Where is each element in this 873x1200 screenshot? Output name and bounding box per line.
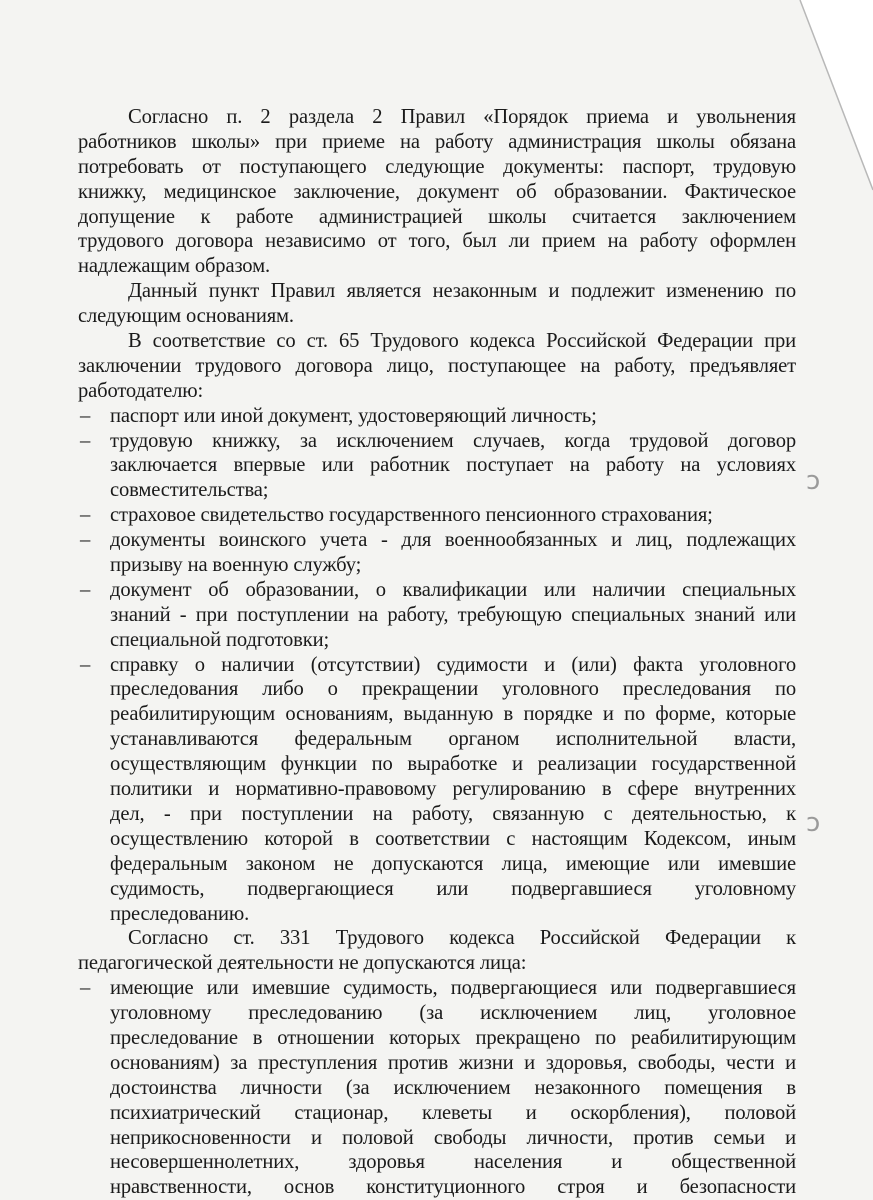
text-line: страховое свидетельство государственного пенсионного страхования; bbox=[110, 504, 713, 527]
list-item bbox=[78, 976, 796, 1200]
text-line: В соответствие со ст. 65 Трудового кодекса Российской Федерации при bbox=[128, 330, 796, 353]
text-line: осуществляющим функции по выработке и реализации государственной bbox=[110, 753, 796, 776]
bullet-dash: – bbox=[80, 429, 91, 452]
paragraph bbox=[78, 329, 796, 404]
text-line: Согласно п. 2 раздела 2 Правил «Порядок приема и увольнения bbox=[128, 106, 796, 128]
text-line: Данный пункт Правил является незаконным и подлежит изменению по bbox=[128, 280, 796, 303]
list-item bbox=[78, 404, 796, 429]
bullet-dash: – bbox=[80, 404, 91, 427]
document-body bbox=[78, 105, 796, 1200]
text-line: психиатрический стационар, клеветы и оскорбления), половой bbox=[110, 1101, 796, 1124]
text-line: книжку, медицинское заключение, документ об образовании. Фактическое bbox=[78, 180, 796, 203]
text-line: специальной подготовки; bbox=[110, 628, 330, 651]
text-line: потребовать от поступающего следующие документы: паспорт, трудовую bbox=[78, 155, 796, 178]
bullet-dash: – bbox=[80, 504, 91, 527]
text-line: документы воинского учета - для военнообязанных и лиц, подлежащих bbox=[110, 529, 796, 552]
text-line: устанавливаются федеральным органом исполнительной власти, bbox=[110, 728, 796, 751]
bullet-dash: – bbox=[80, 529, 91, 552]
text-line: заключается впервые или работник поступает на работу на условиях bbox=[110, 454, 796, 477]
list-item bbox=[78, 653, 796, 927]
text-line: Согласно ст. 331 Трудового кодекса Российской Федерации к bbox=[128, 927, 796, 950]
text-line: судимость, подвергающиеся или подвергавшиеся уголовному bbox=[110, 877, 796, 900]
paragraph bbox=[78, 926, 796, 976]
text-line: преследования либо о прекращении уголовного преследования по bbox=[110, 678, 796, 701]
text-line: нравственности, основ конституционного строя и безопасности bbox=[110, 1176, 796, 1199]
text-line: знаний - при поступлении на работу, требующую специальных знаний или bbox=[110, 603, 796, 626]
text-line: призыву на военную службу; bbox=[110, 554, 362, 577]
text-line: дел, - при поступлении на работу, связанную с деятельностью, к bbox=[110, 802, 796, 825]
text-line: уголовному преследованию (за исключением лиц, уголовное bbox=[110, 1002, 796, 1025]
punch-hole-mark: ɔ bbox=[806, 808, 821, 838]
text-line: допущение к работе администрацией школы считается заключением bbox=[78, 205, 796, 228]
text-line: осуществлению которой в соответствии с настоящим Кодексом, иным bbox=[110, 827, 796, 850]
list-item bbox=[78, 429, 796, 504]
paragraph bbox=[78, 105, 796, 279]
text-line: надлежащим образом. bbox=[78, 255, 270, 278]
paragraph bbox=[78, 279, 796, 329]
text-line: трудовую книжку, за исключением случаев, когда трудовой договор bbox=[110, 429, 796, 452]
text-line: достоинства личности (за исключением незаконного помещения в bbox=[110, 1076, 796, 1099]
text-line: федеральным законом не допускаются лица, имеющие или имевшие bbox=[110, 852, 796, 875]
text-line: справку о наличии (отсутствии) судимости и (или) факта уголовного bbox=[110, 653, 796, 676]
list-item bbox=[78, 528, 796, 578]
text-line: преследованию. bbox=[110, 902, 250, 925]
text-line: работодателю: bbox=[78, 379, 204, 402]
text-line: трудового договора независимо от того, был ли прием на работу оформлен bbox=[78, 230, 796, 253]
bullet-dash: – bbox=[80, 653, 91, 676]
text-line: имеющие или имевшие судимость, подвергающиеся или подвергавшиеся bbox=[110, 977, 796, 1000]
bullet-dash: – bbox=[80, 977, 91, 1000]
text-line: несовершеннолетних, здоровья населения и общественной bbox=[110, 1151, 796, 1174]
text-line: педагогической деятельности не допускаются лица: bbox=[78, 952, 527, 975]
list-item bbox=[78, 503, 796, 528]
text-line: неприкосновенности и половой свободы личности, против семьи и bbox=[110, 1126, 796, 1149]
text-line: реабилитирующим основаниям, выданную в порядке и по форме, которые bbox=[110, 703, 796, 726]
text-line: преследование в отношении которых прекращено по реабилитирующим bbox=[110, 1026, 796, 1049]
text-line: документ об образовании, о квалификации или наличии специальных bbox=[110, 578, 796, 601]
text-line: политики и нормативно-правовому регулированию в сфере внутренних bbox=[110, 778, 796, 801]
text-line: работников школы» при приеме на работу администрация школы обязана bbox=[78, 130, 796, 153]
text-line: совместительства; bbox=[110, 479, 269, 502]
punch-hole-mark: ɔ bbox=[806, 466, 821, 496]
list-item bbox=[78, 578, 796, 653]
text-line: следующим основаниям. bbox=[78, 305, 294, 328]
bullet-dash: – bbox=[80, 578, 91, 601]
text-line: паспорт или иной документ, удостоверяющий личность; bbox=[110, 404, 597, 427]
text-line: основаниям) за преступления против жизни и здоровья, свободы, чести и bbox=[110, 1051, 796, 1074]
text-line: заключении трудового договора лицо, поступающее на работу, предъявляет bbox=[78, 354, 796, 377]
